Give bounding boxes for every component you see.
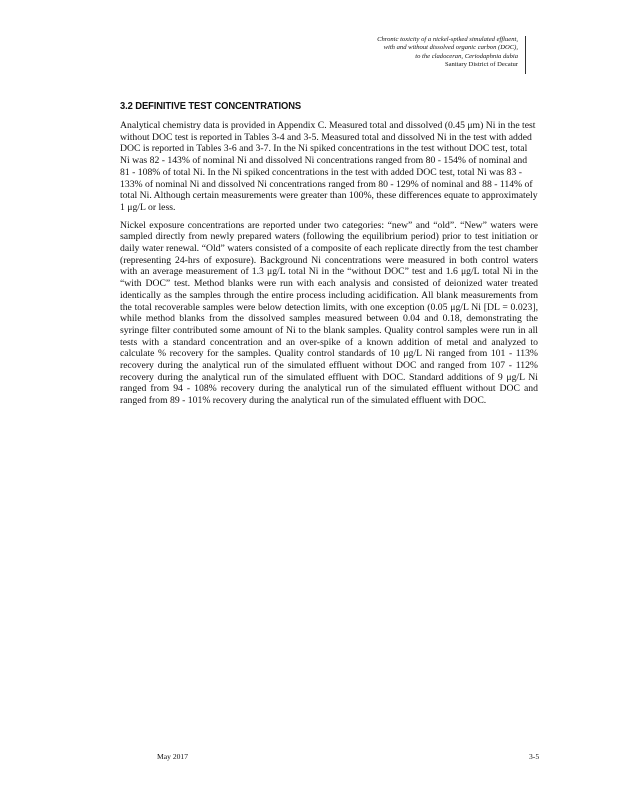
running-header	[377, 36, 526, 74]
paragraph-analytical-chemistry: Analytical chemistry data is provided in Appendix C. Measured total and dissolved (0.45 μm) Ni in the test without DOC test is reported in Tables 3-4 and 3-5. Measured total and dissolved Ni in the test with added DOC is reported in Tables 3-6 and 3-7. In the Ni spiked concentrations in the test without DOC test, total Ni was 82 - 143% of nominal Ni and dissolved Ni concentrations ranged from 80 - 154% of nominal and 81 - 108% of total Ni. In the Ni spiked concentrations in the test with added DOC test, total Ni was 83 - 133% of nominal Ni and dissolved Ni concentrations ranged from 80 - 129% of nominal and 88 - 114% of total Ni. Although certain measurements were greater than 100%, these differences equate to approximately 1 μg/L or less.	[120, 120, 538, 213]
paragraph-exposure-concentrations: Nickel exposure concentrations are reported under two categories: “new” and “old”. “New” waters were sampled directly from newly prepared waters (following the equilibrium period) prior to test initiation or daily water renewal. “Old” waters consisted of a composite of each replicate directly from the test chamber (representing 24-hrs of exposure). Background Ni concentrations were measured in both control waters with an average measurement of 1.3 μg/L total Ni in the “without DOC” test and 1.6 μg/L total Ni in the “with DOC” test. Method blanks were run with each analysis and consisted of deionized water treated identically as the samples through the entire process including acidification. All blank measurements from the total recoverable samples were below detection limits, with one exception (0.05 μg/L Ni [DL = 0.023], while method blanks from the dissolved samples measured between 0.04 and 0.18, demonstrating the syringe filter contributed some amount of Ni to the blank samples. Quality control samples were run in all tests with a standard concentration and an over-spike of a known addition of metal and analyzed to calculate % recovery for the samples. Quality control standards of 10 μg/L Ni ranged from 101 - 113% recovery during the analytical run of the simulated effluent without DOC and ranged from 107 - 112% recovery during the analytical run of the simulated effluent with DOC. Standard additions of 9 μg/L Ni ranged from 94 - 108% recovery during the analytical run of the simulated effluent without DOC and ranged from 89 - 101% recovery during the analytical run of the simulated effluent with DOC.	[120, 219, 538, 407]
header-title-line-2: with and without dissolved organic carbon (DOC),	[383, 44, 518, 52]
body-text	[120, 120, 538, 413]
header-title-line-1: Chronic toxicity of a nickel-spiked simulated effluent,	[377, 36, 518, 43]
footer-page-number: 3-5	[529, 752, 540, 761]
section-heading: 3.2 DEFINITIVE TEST CONCENTRATIONS	[120, 101, 302, 112]
header-title-line-3: to the cladoceran, Ceriodaphnia dubia	[415, 52, 518, 60]
footer-date: May 2017	[157, 752, 189, 761]
header-organization: Sanitary District of Decatur	[444, 61, 518, 69]
